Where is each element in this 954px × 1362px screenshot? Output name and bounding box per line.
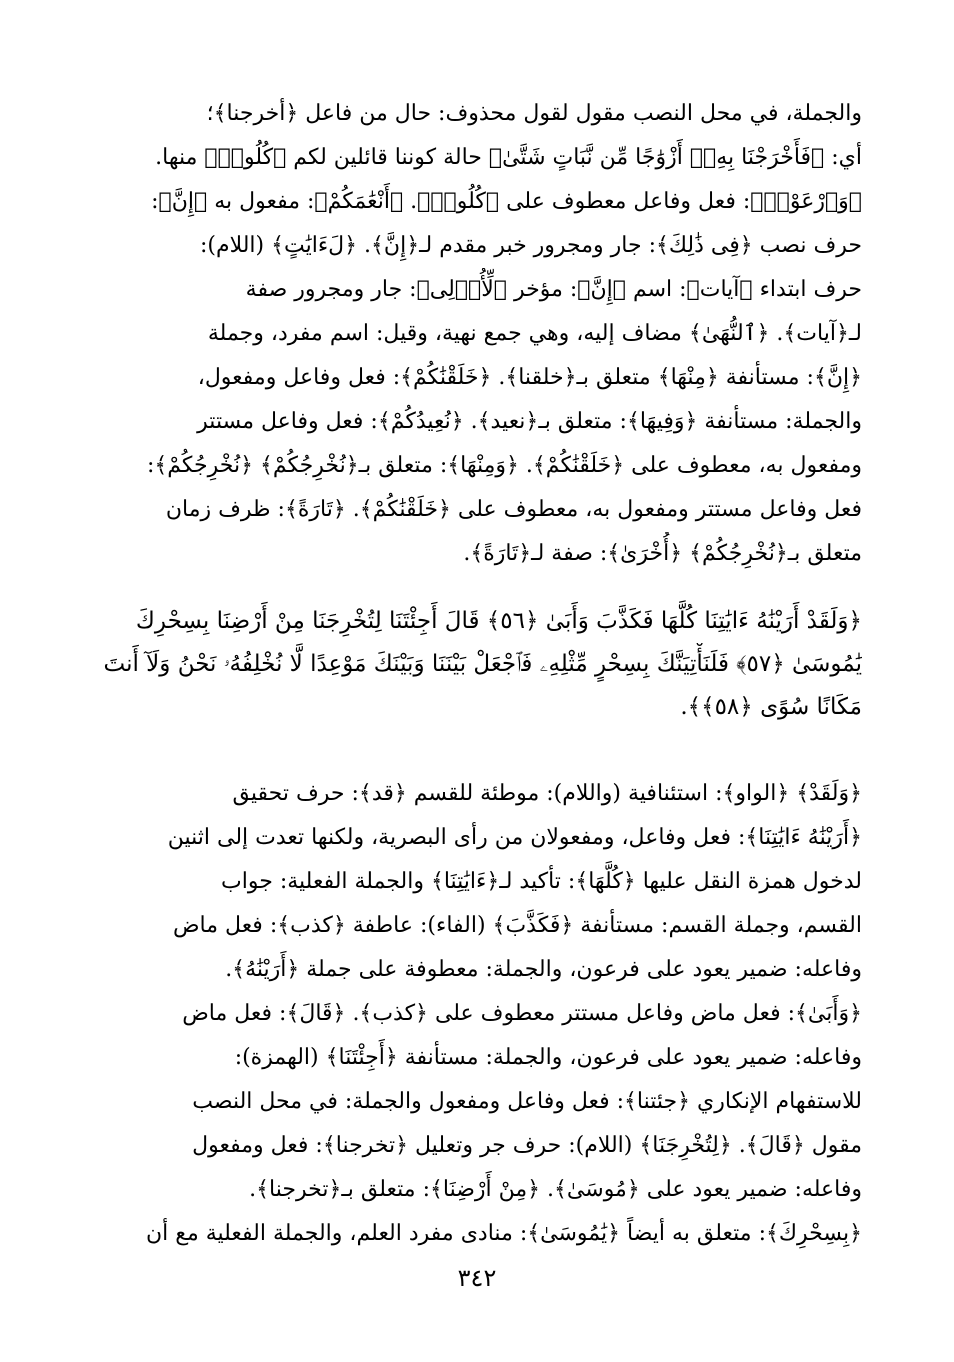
verse-line: يَٰمُوسَىٰ ﴿٥٧﴾ فَلَنَأْتِيَنَّكَ بِسِحْرٍ مِّثْلِهِۦ فَٱجْعَلْ بَيْنَنَا وَبَيْنَكَ مَوْعِدًا لَّا نُخْلِفُهُۥ نَحْنُ وَلَآ أَنتَ [103, 651, 862, 677]
text-line: مقول ﴿قَالَ﴾. ﴿لِتُخْرِجَنَا﴾ (اللام): حرف جر وتعليل ﴿تخرجنا﴾: فعل ومفعول [192, 1133, 862, 1158]
text-line: لـ﴿آيات﴾. ﴿ٱلنُّهَىٰ﴾ مضاف إليه، وهي جمع نهية، وقيل: اسم مفرد، وجملة [207, 321, 862, 346]
text-line: وفاعله: ضمير يعود على ﴿مُوسَىٰ﴾. ﴿مِنْ أَرْضِنَا﴾: متعلق بـ﴿تخرجنا﴾. [249, 1177, 862, 1202]
grammar-paragraph-1 [87, 92, 862, 576]
text-line: وفاعله: ضمير يعود على فرعون، والجملة: مستأنفة ﴿أَجِئْتَنَا﴾ (الهمزة): [234, 1045, 862, 1070]
text-line: حرف نصب ﴿فِى ذَٰلِكَ﴾: جار ومجرور خبر مقدم لـ﴿إِنَّ﴾. ﴿لَءَايَٰتٍ﴾ (اللام): [199, 233, 862, 258]
verse-line: ﴿وَلَقَدْ أَرَيْنَٰهُ ءَايَٰتِنَا كُلَّهَا فَكَذَّبَ وَأَبَىٰ ﴿٥٦﴾ قَالَ أَجِئْتَنَا لِتُخْرِجَنَا مِنْ أَرْضِنَا بِسِحْرِكَ [135, 608, 862, 634]
text-line: أي: ﴿فَأَخْرَجْنَا بِهِۦٓ أَزْوَٰجًا مِّن نَّبَاتٍ شَتَّىٰ﴾ حالة كوننا قائلين لكم ﴿كُلُوا۟﴾ منها. [155, 145, 862, 170]
page-number: ٣٤٢ [457, 1264, 497, 1292]
text-line: فعل وفاعل مستتر ومفعول به، معطوف على ﴿خَلَقْنَٰكُمْ﴾. ﴿تَارَةً﴾: ظرف زمان [165, 497, 862, 522]
text-line: القسم، وجملة القسم: مستأنفة ﴿فَكَذَّبَ﴾ (الفاء): عاطفة ﴿كذب﴾: فعل ماض [172, 913, 862, 938]
text-line: والجملة، في محل النصب مقول لقول محذوف: حال من فاعل ﴿أخرجنا﴾؛ [206, 101, 862, 126]
text-line: ومفعول به، معطوف على ﴿خَلَقْنَٰكُمْ﴾. ﴿وَمِنْهَا﴾: متعلق بـ﴿نُخْرِجُكُمْ﴾ ﴿نُخْرِجُكُمْ﴾: [146, 453, 862, 478]
text-line: ﴿بِسِحْرِكَ﴾: متعلق به أيضاً ﴿يَٰمُوسَىٰ﴾: منادى مفرد العلم، والجملة الفعلية مع أن [145, 1221, 862, 1246]
quran-verse-block [87, 600, 862, 729]
text-line: والجملة: مستأنفة ﴿وَفِيهَا﴾: متعلق بـ﴿نعيد﴾. ﴿نُعِيدُكُمْ﴾: فعل وفاعل مستتر [197, 409, 862, 434]
verse-line: مَكَانًا سُوًى ﴿٥٨﴾﴾. [680, 694, 862, 720]
text-line: ﴿أَرَيْنَٰهُ ءَايَٰتِنَا﴾: فعل وفاعل، ومفعولان من رأى البصرية، ولكنها تعدت إلى اثنين [167, 825, 862, 850]
text-line: للاستفهام الإنكاري ﴿جئتنا﴾: فعل وفاعل ومفعول والجملة: في محل النصب [192, 1089, 862, 1114]
text-line: ﴿إِنَّ﴾: مستأنفة ﴿مِنْهَا﴾ متعلق بـ﴿خلقنا﴾. ﴿خَلَقْنَٰكُمْ﴾: فعل وفاعل ومفعول، [197, 365, 862, 390]
text-line: ﴿وَأَبَىٰ﴾: فعل ماض وفاعل مستتر معطوف على ﴿كذب﴾. ﴿قَالَ﴾: فعل ماض [182, 1001, 862, 1026]
text-line: ﴿وَٱرْعَوْا۟﴾: فعل وفاعل معطوف على ﴿كُلُوا۟﴾. ﴿أَنْعَٰمَكُمْ﴾: مفعول به ﴿إِنَّ﴾: [151, 189, 862, 214]
text-line: وفاعله: ضمير يعود على فرعون، والجملة: معطوفة على جملة ﴿أَرَيْنَٰهُ﴾. [225, 957, 862, 982]
grammar-paragraph-2 [87, 772, 862, 1256]
text-line: حرف ابتداء ﴿آيات﴾: اسم ﴿إِنَّ﴾: مؤخر ﴿لِّأُو۟لِى﴾: جار ومجرور صفة [245, 277, 862, 302]
text-line: متعلق بـ﴿نُخْرِجُكُمْ﴾ ﴿أُخْرَىٰ﴾: صفة لـ﴿تَارَةً﴾. [463, 541, 862, 566]
text-line: لدخول همزة النقل عليها ﴿كُلَّهَا﴾: تأكيد لـ﴿ءَايَٰتِنَا﴾ والجملة الفعلية: جواب [221, 869, 862, 894]
text-line: ﴿وَلَقَدْ﴾ ﴿الواو﴾: استئنافية (واللام): موطئة للقسم ﴿قد﴾: حرف تحقيق [232, 781, 862, 806]
